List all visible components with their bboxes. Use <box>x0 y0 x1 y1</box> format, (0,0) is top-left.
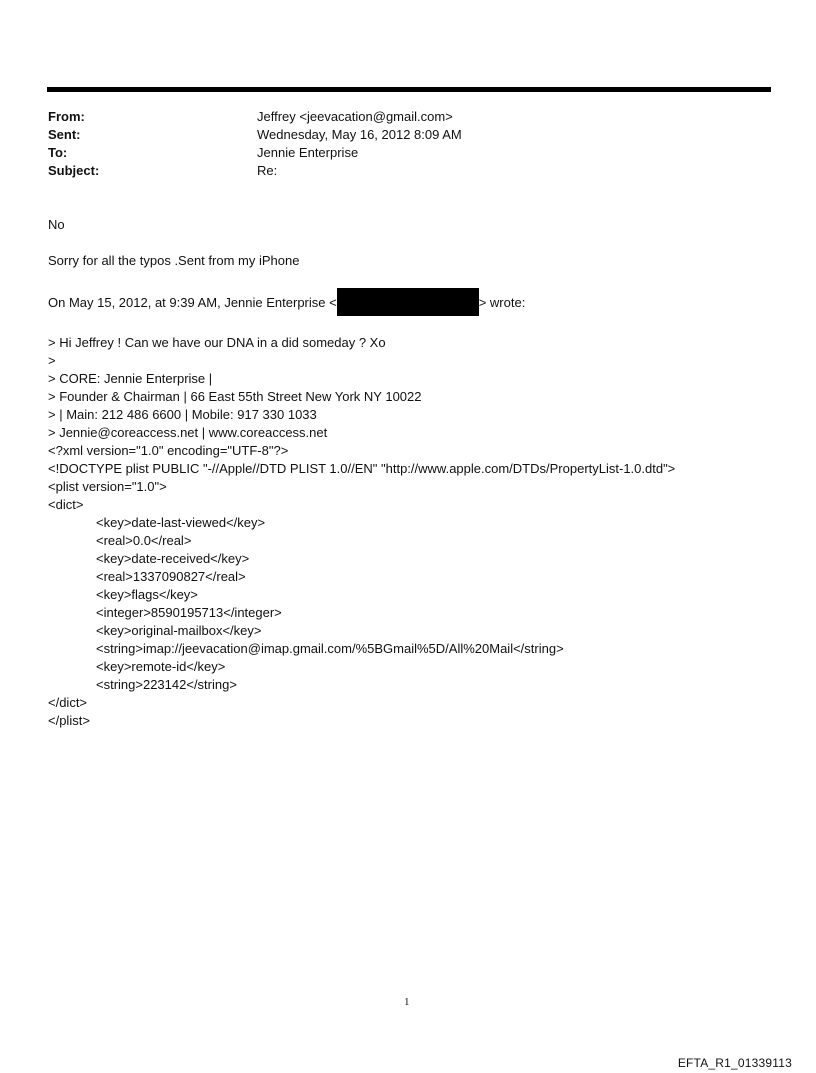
quoted-line: > | Main: 212 486 6600 | Mobile: 917 330 1033 <box>48 407 317 422</box>
to-value: Jennie Enterprise <box>257 145 359 160</box>
closing-tag: </plist> <box>48 713 90 728</box>
quoted-line: <?xml version="1.0" encoding="UTF-8"?> <box>48 443 289 458</box>
quote-attribution <box>48 288 788 316</box>
email-header <box>48 108 462 180</box>
dict-entry: <real>0.0</real> <box>96 533 192 548</box>
page-number: 1 <box>404 996 410 1008</box>
sent-value: Wednesday, May 16, 2012 8:09 AM <box>257 127 462 142</box>
quoted-line: > Founder & Chairman | 66 East 55th Street New York NY 10022 <box>48 389 422 404</box>
subject-row <box>48 162 462 180</box>
quoted-line: > <box>48 353 56 368</box>
to-row <box>48 144 462 162</box>
from-label: From: <box>48 109 85 124</box>
to-label: To: <box>48 145 68 160</box>
reply-text: No <box>48 217 65 232</box>
attribution-suffix: > wrote: <box>478 295 526 310</box>
dict-entry: <real>1337090827</real> <box>96 569 246 584</box>
sent-label: Sent: <box>48 127 81 142</box>
from-row <box>48 108 462 126</box>
document-id: EFTA_R1_01339113 <box>677 1056 792 1070</box>
quoted-line: > Jennie@coreaccess.net | www.coreaccess.net <box>48 425 328 440</box>
dict-entry: <key>flags</key> <box>96 587 198 602</box>
header-rule <box>47 87 771 92</box>
closing-tag: </dict> <box>48 695 88 710</box>
quoted-line: > Hi Jeffrey ! Can we have our DNA in a did someday ? Xo <box>48 335 386 350</box>
subject-value: Re: <box>257 163 278 178</box>
signature-text: Sorry for all the typos .Sent from my iPhone <box>48 253 300 268</box>
quoted-block <box>48 334 788 730</box>
subject-label: Subject: <box>48 163 100 178</box>
dict-entry: <key>date-received</key> <box>96 551 250 566</box>
quoted-line: <plist version="1.0"> <box>48 479 167 494</box>
quoted-line: <dict> <box>48 497 84 512</box>
dict-entry: <integer>8590195713</integer> <box>96 605 282 620</box>
redaction-box <box>337 288 479 316</box>
attribution-prefix: On May 15, 2012, at 9:39 AM, Jennie Enterprise < <box>48 295 337 310</box>
quoted-line: > CORE: Jennie Enterprise | <box>48 371 213 386</box>
email-body <box>48 216 788 730</box>
sent-row <box>48 126 462 144</box>
dict-entry: <string>imap://jeevacation@imap.gmail.com/%5BGmail%5D/All%20Mail</string> <box>96 641 564 656</box>
quoted-line: <!DOCTYPE plist PUBLIC "-//Apple//DTD PLIST 1.0//EN" "http://www.apple.com/DTDs/PropertyList-1.0.dtd"> <box>48 461 676 476</box>
dict-entry: <key>remote-id</key> <box>96 659 226 674</box>
dict-entry: <key>date-last-viewed</key> <box>96 515 266 530</box>
dict-entry: <key>original-mailbox</key> <box>96 623 262 638</box>
dict-entry: <string>223142</string> <box>96 677 237 692</box>
from-value: Jeffrey <jeevacation@gmail.com> <box>257 109 453 124</box>
